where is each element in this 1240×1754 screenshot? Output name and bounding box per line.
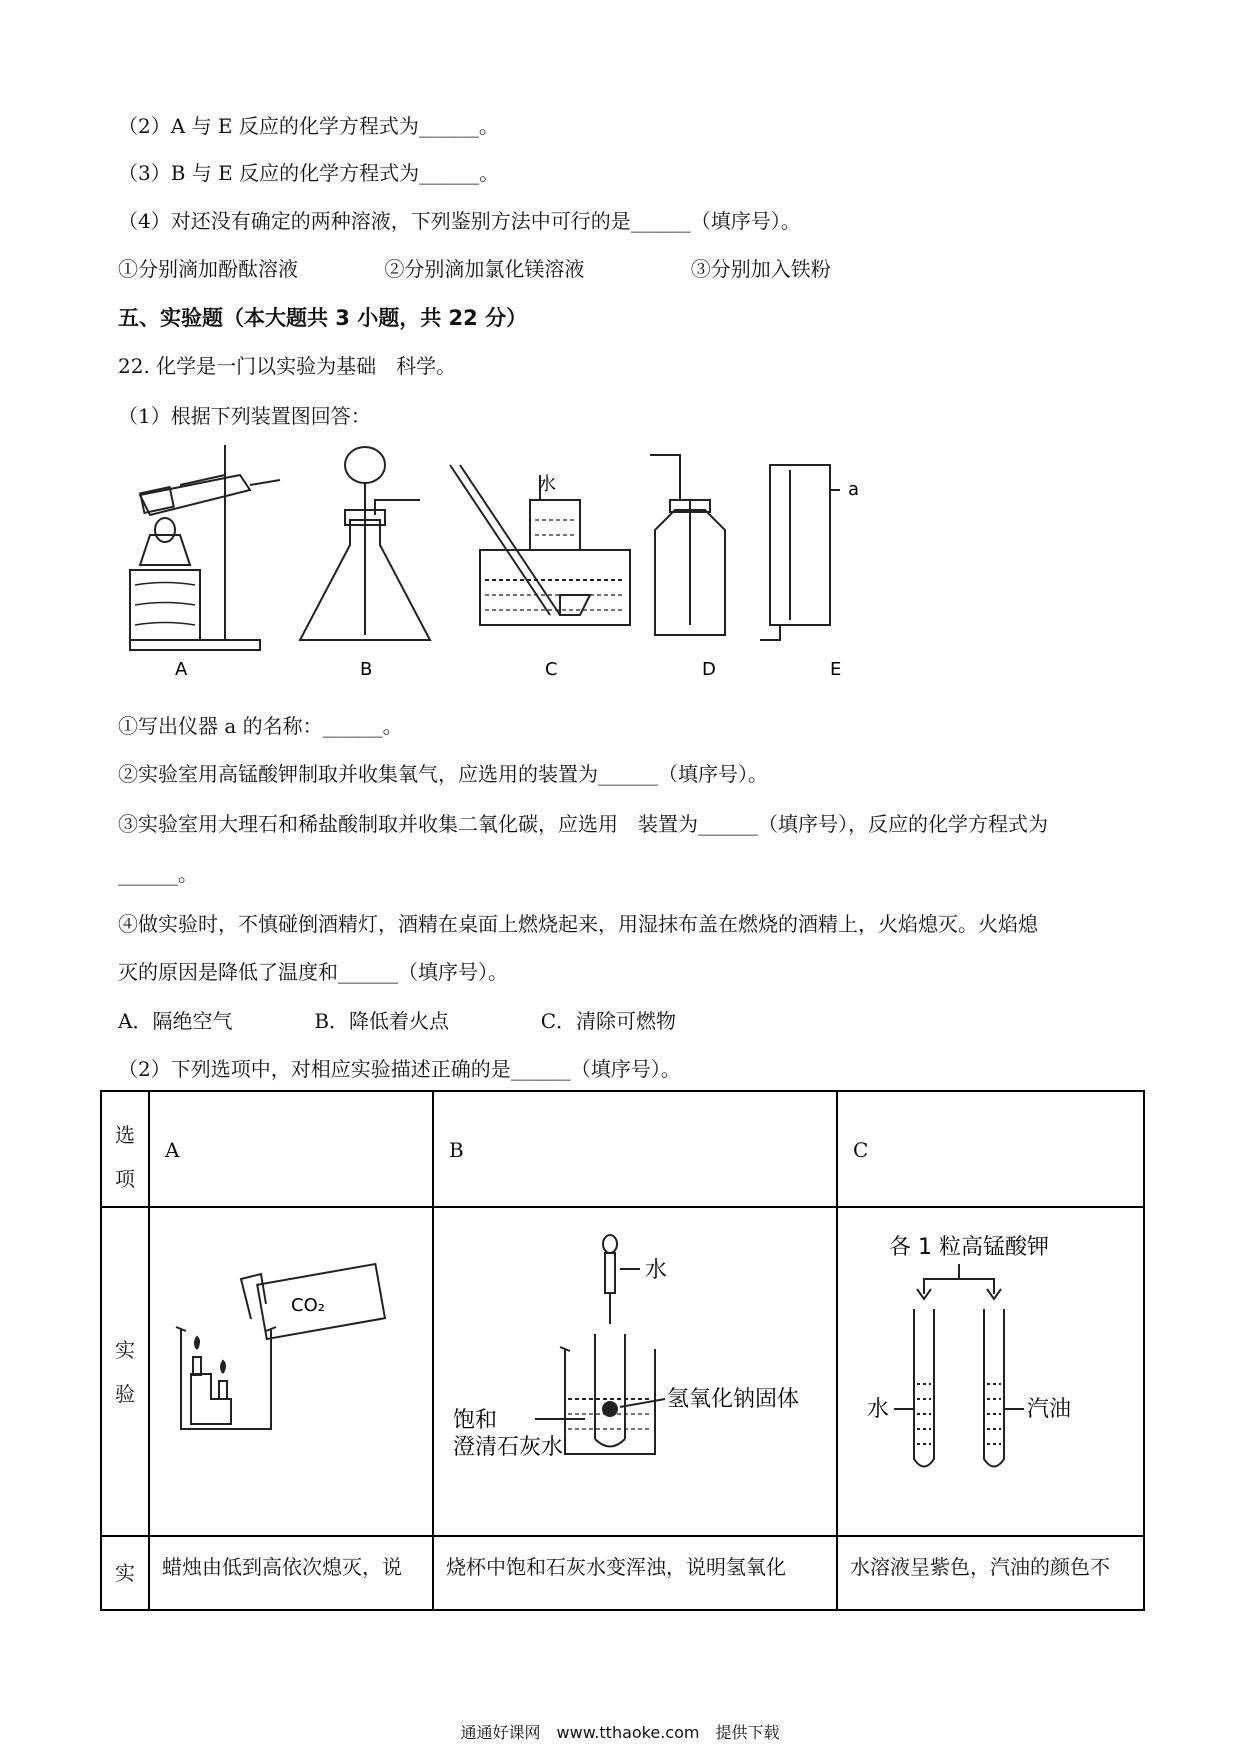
q22-sub4-line1: ④做实验时，不慎碰倒酒精灯，酒精在桌面上燃烧起来，用湿抹布盖在燃烧的酒精上，火焰熄灭。火焰熄 [118, 912, 1038, 936]
co2-candle-illustration [151, 1209, 426, 1529]
result-c: 水溶液呈紫色，汽油的颜色不 [837, 1536, 1144, 1610]
c-oil-label: 汽油 [1027, 1397, 1072, 1422]
q22-sub4-line2: 灭的原因是降低了温度和______（填序号）。 [118, 960, 508, 984]
img-cell-a [149, 1207, 433, 1536]
q4-option-3: ③分别加入铁粉 [690, 257, 831, 281]
result-b: 烧杯中饱和石灰水变浑浊，说明氢氧化 [433, 1536, 837, 1610]
q4-option-2: ②分别滴加氯化镁溶液 [384, 257, 585, 281]
table-header-row [101, 1091, 1144, 1207]
question-3: （3）B 与 E 反应的化学方程式为______。 [118, 161, 500, 185]
label-a: a [848, 479, 860, 500]
kmno4-tubes-illustration [839, 1209, 1139, 1529]
sub4-option-b: B．降低着火点 [314, 1009, 450, 1033]
sub4-option-c: C．清除可燃物 [540, 1009, 677, 1033]
q22-part1: （1）根据下列装置图回答： [118, 404, 371, 428]
question-4-options [118, 253, 831, 282]
q22-stem: 22. 化学是一门以实验为基础 科学。 [118, 354, 457, 378]
label-water: 水 [538, 474, 556, 495]
table-image-row [101, 1207, 1144, 1536]
apparatus-label-e: E [830, 659, 842, 680]
b-lime-label-2: 澄清石灰水 [453, 1435, 564, 1460]
row3-label: 实 [101, 1536, 149, 1610]
q22-sub3-line1: ③实验室用大理石和稀盐酸制取并收集二氧化碳，应选用 装置为______（填序号），反应的化学方程式为 [118, 812, 1048, 836]
co2-label: CO₂ [291, 1295, 325, 1316]
q22-sub4-options [118, 1005, 676, 1034]
b-water-label: 水 [645, 1258, 668, 1283]
q22-part2: （2）下列选项中，对相应实验描述正确的是______（填序号）。 [118, 1057, 681, 1081]
b-lime-label-1: 饱和 [453, 1408, 498, 1433]
img-cell-c [837, 1207, 1144, 1536]
apparatus-label-b: B [360, 659, 373, 680]
result-a: 蜡烛由低到高依次熄灭，说 [149, 1536, 433, 1610]
q22-sub1: ①写出仪器 a 的名称：______。 [118, 714, 403, 738]
header-label: 选项 [101, 1091, 149, 1207]
q22-sub3-line2: ______。 [118, 862, 198, 886]
c-water-label: 水 [867, 1397, 890, 1422]
apparatus-label-c: C [545, 659, 558, 680]
header-col-a: A [149, 1091, 433, 1207]
header-col-c: C [837, 1091, 1144, 1207]
table-result-row [101, 1536, 1144, 1610]
row2-label: 实验 [101, 1207, 149, 1536]
question-2: （2）A 与 E 反应的化学方程式为______。 [118, 114, 499, 138]
experiment-table [100, 1090, 1145, 1611]
question-4: （4）对还没有确定的两种溶液，下列鉴别方法中可行的是______（填序号）。 [118, 209, 801, 233]
apparatus-figure [120, 435, 940, 685]
naoh-beaker-illustration [435, 1209, 830, 1529]
sub4-option-a: A．隔绝空气 [118, 1009, 233, 1033]
header-col-b: B [433, 1091, 837, 1207]
apparatus-label-d: D [702, 659, 716, 680]
apparatus-label-a: A [175, 659, 188, 680]
c-top-label: 各 1 粒高锰酸钾 [889, 1235, 1049, 1260]
img-cell-b [433, 1207, 837, 1536]
b-naoh-label: 氢氧化钠固体 [667, 1387, 800, 1412]
section-title: 五、实验题（本大题共 3 小题，共 22 分） [118, 306, 528, 330]
q4-option-1: ①分别滴加酚酞溶液 [118, 257, 298, 281]
q22-sub2: ②实验室用高锰酸钾制取并收集氧气，应选用的装置为______（填序号）。 [118, 762, 768, 786]
footer: 通通好课网 www.tthaoke.com 提供下载 [460, 1723, 780, 1742]
